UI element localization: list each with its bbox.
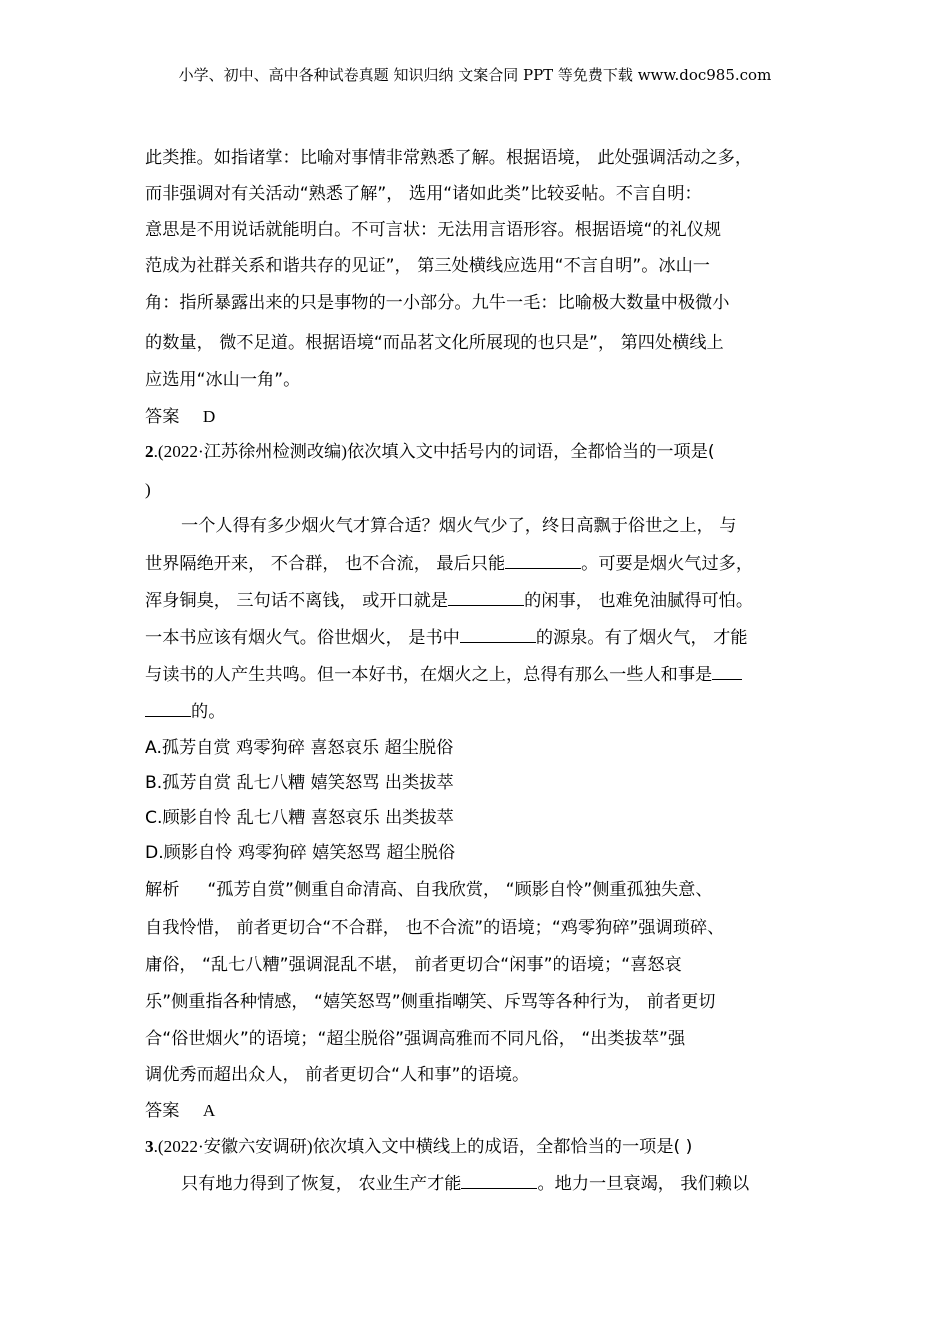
q2-passage-line bbox=[145, 663, 742, 686]
q2-answer bbox=[145, 1100, 215, 1122]
q2-explanation-line: 乐”侧重指各种情感， “嬉笑怒骂”侧重指嘲笑、斥骂等各种行为， 前者更切 bbox=[145, 992, 716, 1012]
fill-blank-2[interactable] bbox=[448, 589, 524, 606]
passage-text: 的闲事， 也难免油腻得可怕。 bbox=[524, 591, 754, 611]
fill-blank-4-start[interactable] bbox=[712, 663, 742, 680]
answer-label: 答案 bbox=[145, 1101, 180, 1121]
option-b[interactable]: B.孤芳自赏 乱七八糟 嬉笑怒骂 出类拔萃 bbox=[145, 773, 454, 793]
answer-value: A bbox=[202, 1101, 216, 1120]
q2-passage-line bbox=[145, 589, 753, 612]
question-source: .(2022·安徽六安调研) bbox=[153, 1137, 313, 1156]
explanation-text: “孤芳自赏”侧重自命清高、自我欣赏， “顾影自怜”侧重孤独失意、 bbox=[207, 880, 713, 900]
q2-explanation-line: 自我怜惜， 前者更切合“不合群， 也不合流”的语境；“鸡零狗碎”强调琐碎、 bbox=[145, 918, 725, 938]
q1-explanation-line: 而非强调对有关活动“熟悉了解”， 选用“诸如此类”比较妥帖。不言自明： bbox=[145, 184, 702, 204]
passage-text: 。可要是烟火气过多， bbox=[581, 554, 754, 574]
fill-blank-1[interactable] bbox=[461, 1172, 537, 1189]
passage-text: 世界隔绝开来， 不合群， 也不合流， 最后只能 bbox=[145, 554, 506, 574]
explanation-label: 解析 bbox=[145, 880, 180, 900]
q2-stem-end: ) bbox=[145, 480, 151, 499]
question-number: 3 bbox=[145, 1137, 154, 1156]
answer-value: D bbox=[202, 407, 216, 426]
passage-text: 的源泉。有了烟火气， 才能 bbox=[535, 628, 748, 648]
page-header: 小学、初中、高中各种试卷真题 知识归纳 文案合同 PPT 等免费下载 www.doc985.com bbox=[178, 66, 772, 84]
q1-explanation-line: 意思是不用说话就能明白。不可言状：无法用言语形容。根据语境“的礼仪规 bbox=[145, 220, 722, 240]
option-d[interactable]: D.顾影自怜 鸡零狗碎 嬉笑怒骂 超尘脱俗 bbox=[145, 843, 456, 863]
question-number: 2 bbox=[145, 442, 154, 461]
q2-passage-line: 一个人得有多少烟火气才算合适？烟火气少了，终日高飘于俗世之上， 与 bbox=[181, 516, 737, 536]
q2-passage-line bbox=[145, 552, 753, 575]
passage-text: 一本书应该有烟火气。俗世烟火， 是书中 bbox=[145, 628, 460, 648]
q1-explanation-line: 应选用“冰山一角”。 bbox=[145, 370, 301, 390]
fill-blank-1[interactable] bbox=[505, 552, 581, 569]
q3-stem bbox=[145, 1136, 692, 1158]
q2-explanation-line: 庸俗， “乱七八糟”强调混乱不堪， 前者更切合“闲事”的语境；“喜怒哀 bbox=[145, 955, 682, 975]
passage-text: 。地力一旦衰竭， 我们赖以 bbox=[537, 1174, 750, 1194]
fill-blank-4-end[interactable] bbox=[145, 700, 191, 717]
q1-explanation-line: 的数量， 微不足道。根据语境“而品茗文化所展现的也只是”， 第四处横线上 bbox=[145, 333, 724, 353]
q2-passage-line bbox=[145, 700, 225, 723]
q2-explanation-line: 合“俗世烟火”的语境；“超尘脱俗”强调高雅而不同凡俗， “出类拔萃”强 bbox=[145, 1029, 686, 1049]
question-text: 依次填入文中横线上的成语，全都恰当的一项是( ) bbox=[312, 1137, 693, 1157]
fill-blank-3[interactable] bbox=[460, 626, 536, 643]
option-a[interactable]: A.孤芳自赏 鸡零狗碎 喜怒哀乐 超尘脱俗 bbox=[145, 738, 454, 758]
option-c[interactable]: C.顾影自怜 乱七八糟 喜怒哀乐 出类拔萃 bbox=[145, 808, 454, 828]
q1-answer bbox=[145, 406, 215, 428]
q1-explanation-line: 此类推。如指诸掌：比喻对事情非常熟悉了解。根据语境， 此处强调活动之多， bbox=[145, 148, 753, 168]
q2-passage-line bbox=[145, 626, 748, 649]
passage-text: 的。 bbox=[191, 702, 226, 722]
question-text: 依次填入文中括号内的词语，全都恰当的一项是( bbox=[346, 442, 715, 462]
q1-explanation-line: 范成为社群关系和谐共存的见证”， 第三处横线应选用“不言自明”。冰山一 bbox=[145, 256, 710, 276]
q1-explanation-line: 角：指所暴露出来的只是事物的一小部分。九牛一毛：比喻极大数量中极微小 bbox=[145, 293, 730, 313]
passage-text: 与读书的人产生共鸣。但一本好书，在烟火之上，总得有那么一些人和事是 bbox=[145, 665, 713, 685]
q2-explanation-line: 调优秀而超出众人， 前者更切合“人和事”的语境。 bbox=[145, 1065, 530, 1085]
q2-explanation-line bbox=[145, 879, 713, 901]
q3-passage-line bbox=[181, 1172, 749, 1195]
question-source: .(2022·江苏徐州检测改编) bbox=[153, 442, 347, 461]
q2-stem bbox=[145, 441, 715, 463]
passage-text: 浑身铜臭， 三句话不离钱， 或开口就是 bbox=[145, 591, 449, 611]
passage-text: 只有地力得到了恢复， 农业生产才能 bbox=[181, 1174, 462, 1194]
answer-label: 答案 bbox=[145, 407, 180, 427]
